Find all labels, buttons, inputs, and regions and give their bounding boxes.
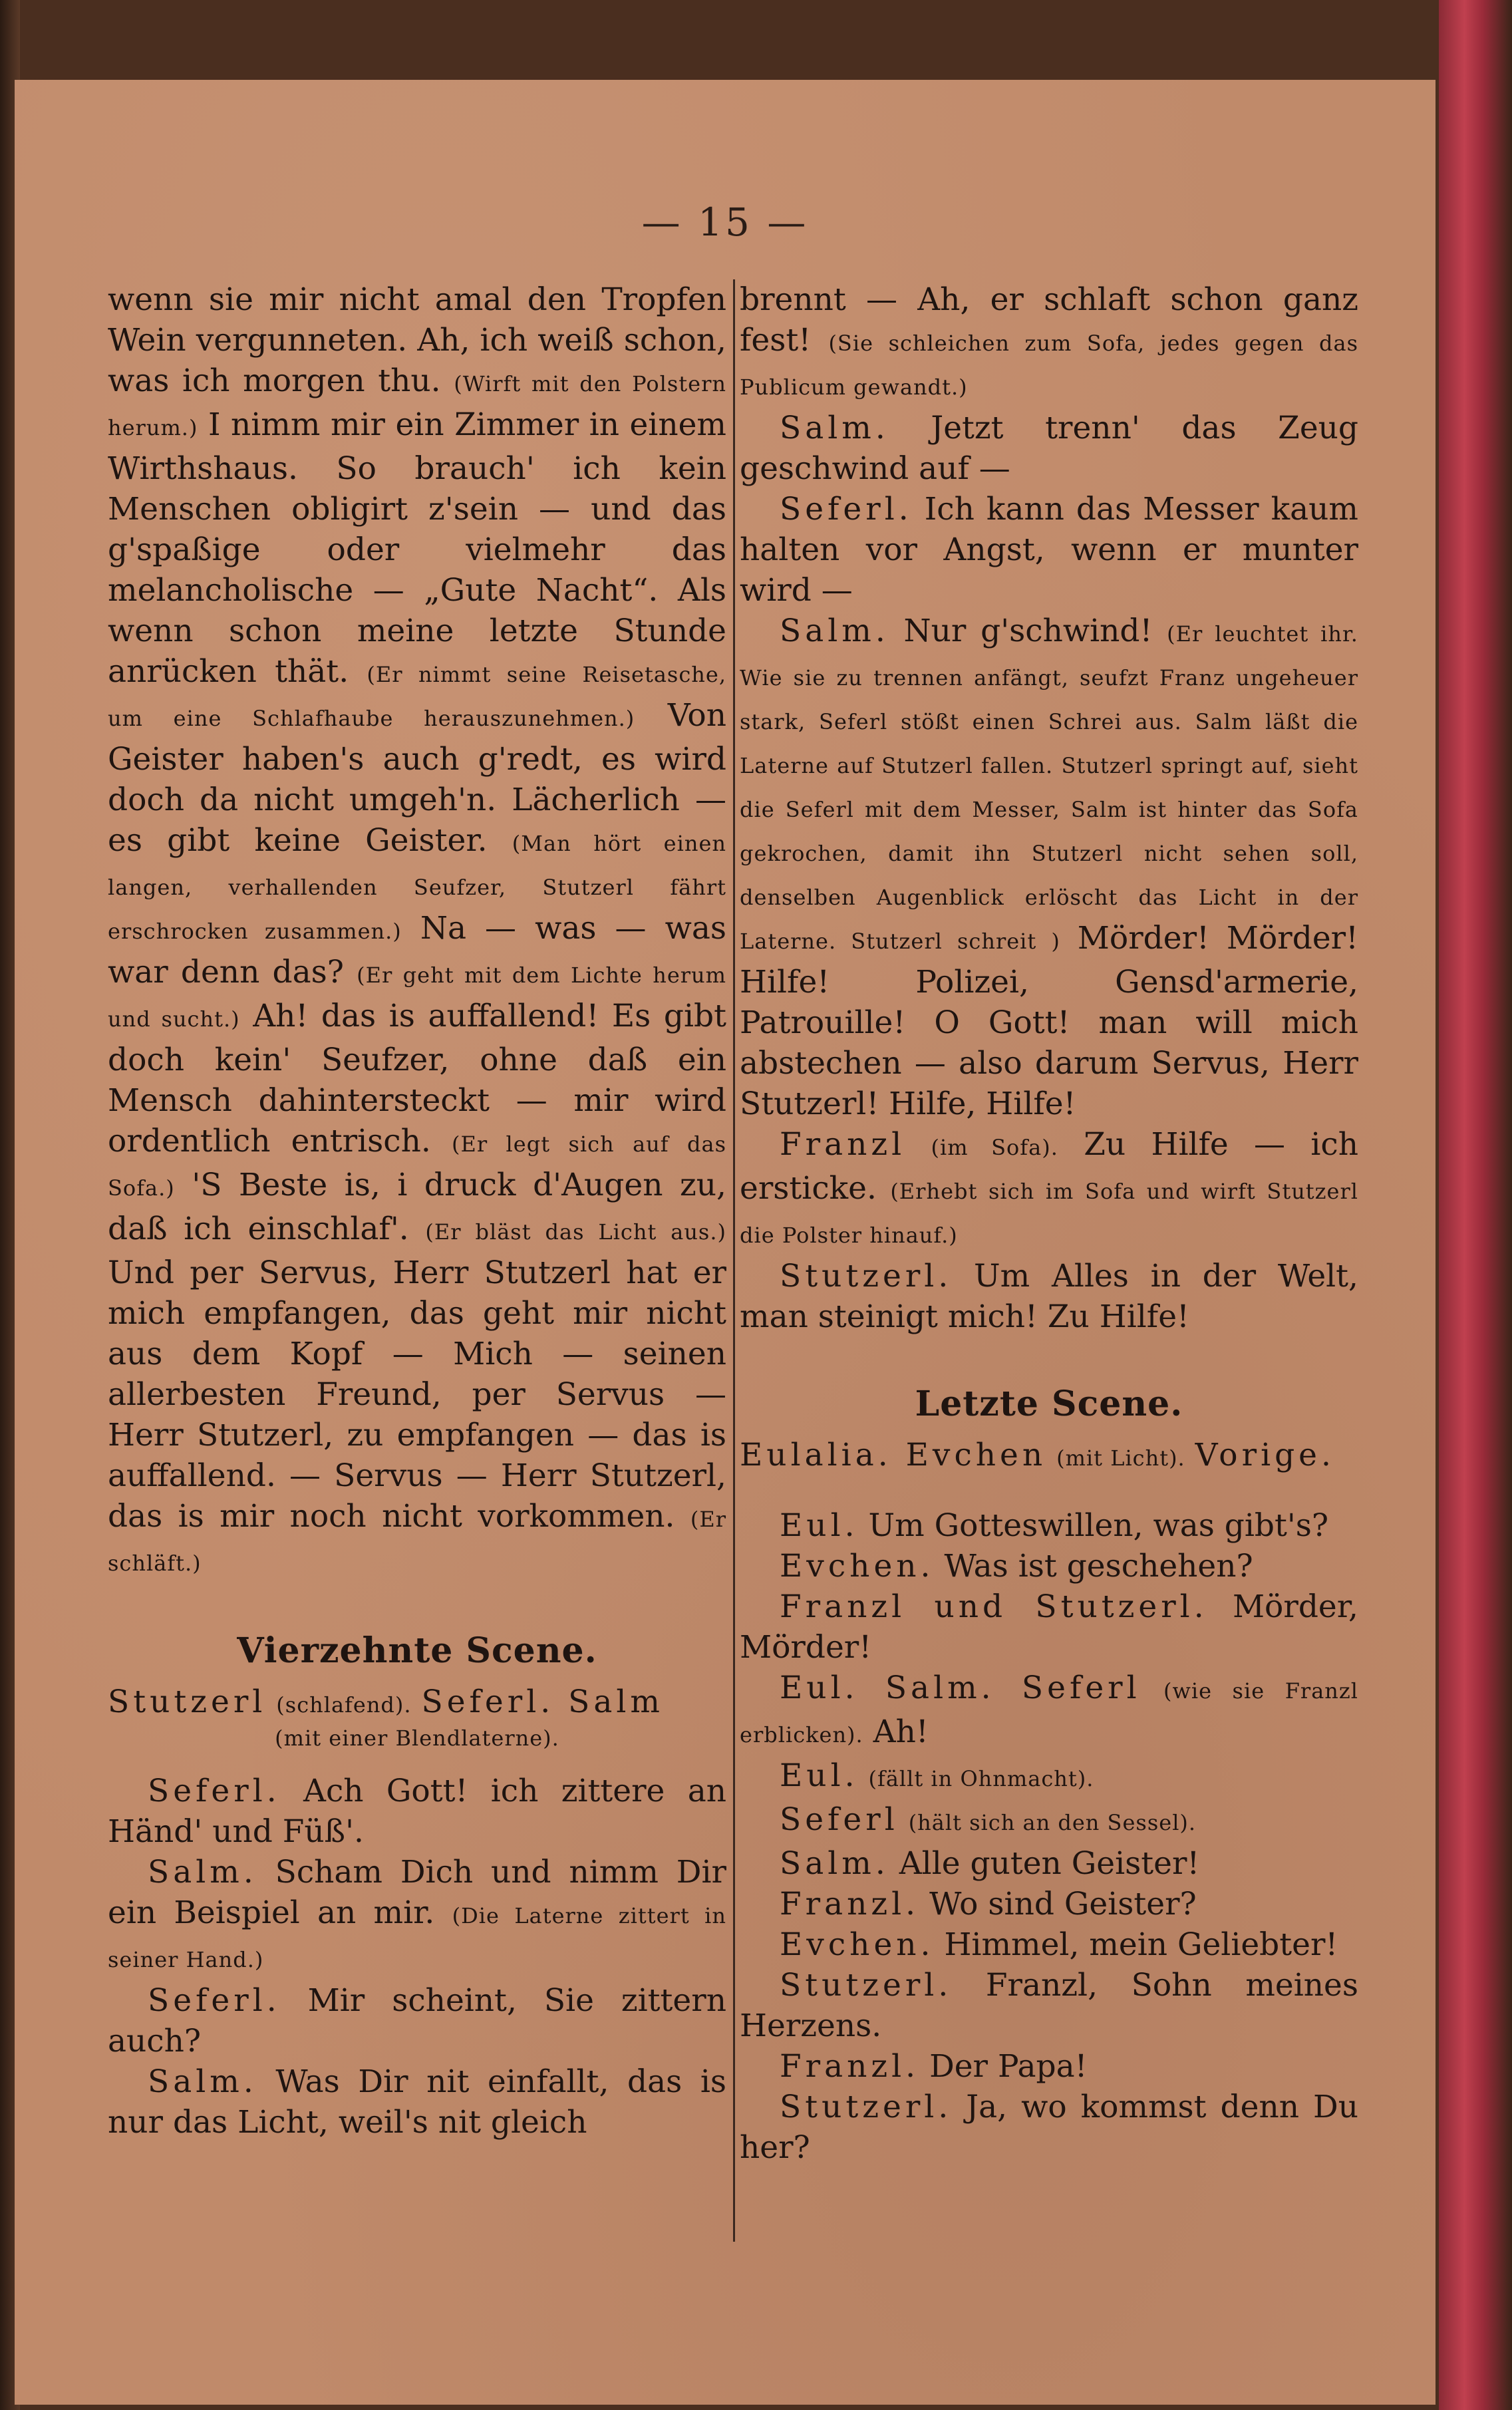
scene-cast: Stutzerl (schlafend). Seferl. Salm bbox=[108, 1684, 664, 1720]
right-column bbox=[740, 279, 1358, 2168]
dialogue-line: Eul. Salm. Seferl (wie sie Franzl erblicken). Ah! bbox=[740, 1670, 1358, 1750]
dialogue-line: Salm. Was Dir nit einfallt, das is nur das Licht, weil's nit gleich bbox=[108, 2063, 726, 2141]
dialogue-line: Salm. Jetzt trenn' das Zeug geschwind auf — bbox=[740, 410, 1358, 487]
dialogue-line: Seferl. Ich kann das Messer kaum halten vor Angst, wenn er munter wird — bbox=[740, 491, 1358, 609]
dialogue-line: Salm. Scham Dich und nimm Dir ein Beispiel an mir. (Die Laterne zittert in seiner Hand.) bbox=[108, 1854, 727, 1972]
dialogue-line: Eul. (fällt in Ohnmacht). bbox=[780, 1757, 1094, 1794]
dialogue-line: Salm. Alle guten Geister! bbox=[780, 1845, 1200, 1882]
scene-cast: Eulalia. Evchen (mit Licht). Vorige. bbox=[740, 1437, 1335, 1473]
dialogue-line: Seferl (hält sich an den Sessel). bbox=[780, 1801, 1197, 1838]
dialogue-line: Stutzerl. Um Alles in der Welt, man steinigt mich! Zu Hilfe! bbox=[740, 1258, 1358, 1335]
scene-heading: Letzte Scene. bbox=[915, 1384, 1183, 1424]
dialogue-line: Franzl und Stutzerl. Mörder, Mörder! bbox=[740, 1588, 1358, 1666]
scene-heading: Vierzehnte Scene. bbox=[237, 1630, 597, 1671]
dialogue-line: Salm. Nur g'schwind! (Er leuchtet ihr. Wie sie zu trennen anfängt, seufzt Franz ungeheuer stark, Seferl stößt einen Schrei aus. Salm läßt die Laterne auf Stutzerl fallen. Stutzerl springt auf, sieht die Seferl mit dem Messer, Salm ist hinter das Sofa gekrochen, damit ihn Stutzerl nicht sehen soll, denselben Augenblick erlöscht das Licht in der Laterne. Stutzerl schreit ) Mörder! Mörder! Hilfe! Polizei, Gensd'armerie, Patrouille! O Gott! man will mich abstechen — also darum Servus, Herr Stutzerl! Hilfe, Hilfe! bbox=[740, 613, 1358, 1122]
dialogue-line: Stutzerl. Franzl, Sohn meines Herzens. bbox=[740, 1967, 1358, 2044]
dialogue-line: Evchen. Himmel, mein Geliebter! bbox=[780, 1926, 1338, 1963]
dialogue-line: Franzl (im Sofa). Zu Hilfe — ich ersticke. (Erhebt sich im Sofa und wirft Stutzerl die Polster hinauf.) bbox=[740, 1126, 1358, 1248]
dialogue-line: Eul. Um Gotteswillen, was gibt's? bbox=[780, 1507, 1329, 1544]
dialogue-line: Franzl. Der Papa! bbox=[780, 2048, 1088, 2085]
paragraph: wenn sie mir nicht amal den Tropfen Wein vergunneten. Ah, ich weiß schon, was ich morgen thu. (Wirft mit den Polstern herum.) I nimm mir ein Zimmer in einem Wirthshaus. So brauch' ich kein Menschen obligirt z'sein — und das g'spaßige oder vielmehr das melancholische — „Gute Nacht“. Als wenn schon meine letzte Stunde anrücken thät. (Er nimmt seine Reisetasche, um eine Schlafhaube herauszunehmen.) Von Geister haben's auch g'redt, es wird doch da nicht umgeh'n. Lächerlich — es gibt keine Geister. (Man hört einen langen, verhallenden Seufzer, Stutzerl fährt erschrocken zusammen.) Na — was — was war denn das? (Er geht mit dem Lichte herum und sucht.) Ah! das is auffallend! Es gibt doch kein' Seufzer, ohne daß ein Mensch dahintersteckt — mir wird ordentlich entrisch. (Er legt sich auf das Sofa.) 'S Beste is, i druck d'Augen zu, daß ich einschlaf'. (Er bläst das Licht aus.) Und per Servus, Herr Stutzerl hat er mich empfangen, das geht mir nicht aus dem Kopf — Mich — seinen allerbesten Freund, per Servus — Herr Stutzerl, zu empfangen — das is auffallend. — Servus — Herr Stutzerl, das is mir noch nicht vorkommen. (Er schläft.) bbox=[108, 281, 727, 1576]
page-number: — 15 — bbox=[641, 200, 809, 245]
left-column bbox=[108, 279, 726, 2143]
book-page bbox=[15, 80, 1436, 2405]
scene-cast-note: (mit einer Blendlaterne). bbox=[275, 1726, 559, 1751]
dialogue-line: Evchen. Was ist geschehen? bbox=[780, 1548, 1253, 1584]
dialogue-line: Franzl. Wo sind Geister? bbox=[780, 1886, 1197, 1922]
dialogue-line: Seferl. Ach Gott! ich zittere an Händ' und Füß'. bbox=[108, 1773, 726, 1850]
column-divider bbox=[733, 279, 735, 2242]
paragraph: brennt — Ah, er schlaft schon ganz fest! (Sie schleichen zum Sofa, jedes gegen das Publicum gewandt.) bbox=[740, 281, 1358, 400]
book-spine bbox=[1439, 0, 1512, 2410]
dialogue-line: Seferl. Mir scheint, Sie zittern auch? bbox=[108, 1982, 726, 2059]
dialogue-line: Stutzerl. Ja, wo kommst denn Du her? bbox=[740, 2089, 1358, 2166]
